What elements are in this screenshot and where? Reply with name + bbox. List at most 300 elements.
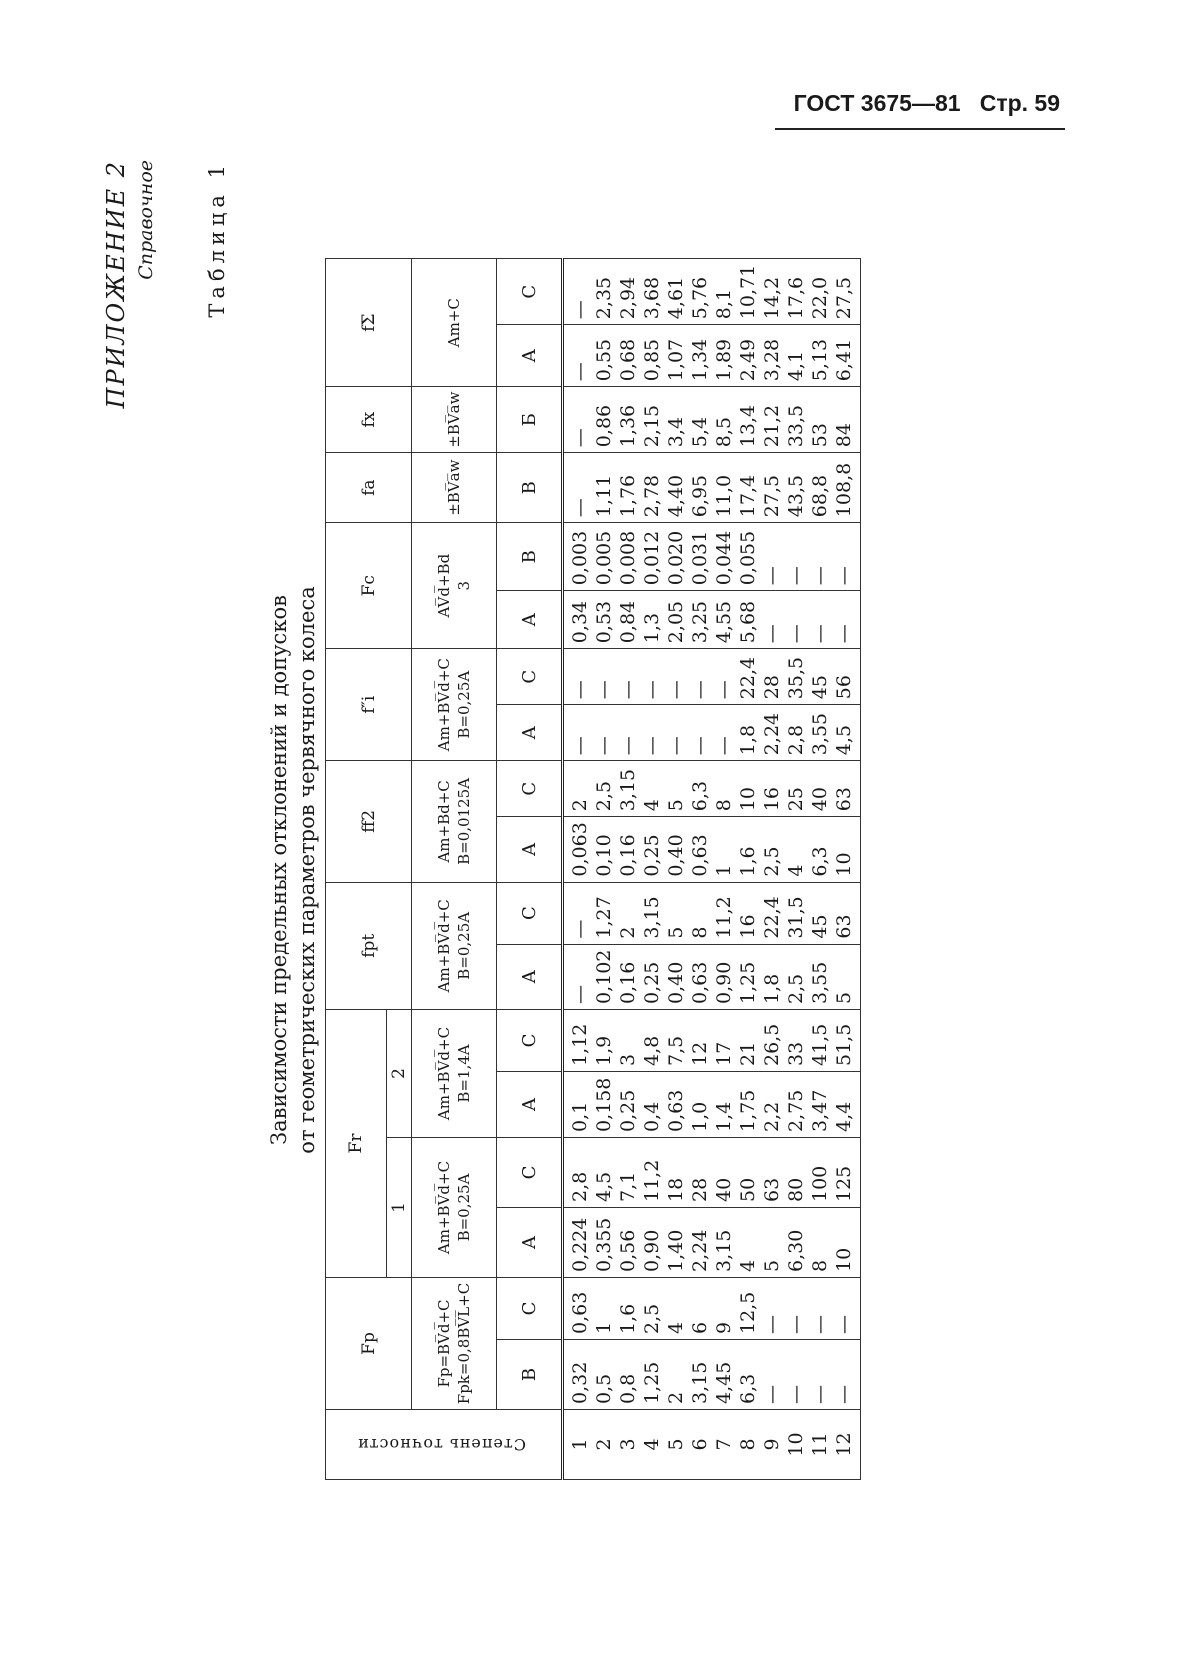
table-cell: 1,9 bbox=[593, 1035, 615, 1066]
table-cell: 12,5 bbox=[737, 1291, 759, 1334]
table-cell: — bbox=[833, 566, 855, 586]
table-cell: — bbox=[809, 1385, 831, 1404]
table-cell: — bbox=[785, 1385, 807, 1404]
table-cell: 0,86 bbox=[593, 404, 615, 448]
table-cell: — bbox=[593, 680, 615, 700]
table-cell: 0,84 bbox=[617, 600, 639, 644]
table-cell: — bbox=[761, 1315, 783, 1334]
table-cell: 16 bbox=[761, 787, 783, 812]
table-cell: 13,4 bbox=[737, 404, 759, 448]
table-cell: 63 bbox=[761, 1177, 783, 1202]
table-cell: 0,56 bbox=[617, 1229, 639, 1272]
table-cell: 0,5 bbox=[593, 1373, 615, 1404]
table-cell: 50 bbox=[737, 1177, 759, 1202]
formula-fp-line1: Fp=BV̅d̅+C bbox=[435, 1299, 453, 1388]
table-cell: 2,35 bbox=[593, 276, 615, 320]
coef-label: C bbox=[497, 1278, 563, 1340]
value-column bbox=[563, 387, 861, 453]
table-cell: 2,75 bbox=[785, 1089, 807, 1132]
formula-fsigma: Am+C bbox=[412, 259, 497, 387]
table-cell: 3,15 bbox=[617, 768, 639, 812]
coef-label: A bbox=[497, 1072, 563, 1138]
table-cell: — bbox=[593, 736, 615, 756]
table-cell: 1,25 bbox=[641, 1361, 663, 1404]
table-cell: 35,5 bbox=[785, 656, 807, 700]
table-cell: 6 bbox=[689, 1321, 711, 1334]
table-cell: 2,5 bbox=[761, 846, 783, 877]
table-cell: 63 bbox=[833, 787, 855, 812]
table-cell: 2,5 bbox=[785, 973, 807, 1004]
table-cell: 51,5 bbox=[833, 1023, 855, 1066]
table-cell: — bbox=[569, 300, 591, 320]
table-cell: 10 bbox=[737, 787, 759, 812]
table-cell: — bbox=[833, 624, 855, 644]
table-cell: — bbox=[761, 566, 783, 586]
param-fc: Fc bbox=[326, 523, 412, 649]
value-column bbox=[563, 817, 861, 882]
table-cell: 1,40 bbox=[665, 1229, 687, 1272]
table-cell: — bbox=[569, 428, 591, 448]
table-cell: 11,2 bbox=[641, 1159, 663, 1202]
table-cell: — bbox=[641, 680, 663, 700]
appendix-block bbox=[100, 160, 160, 560]
table-cell: 2,2 bbox=[761, 1101, 783, 1132]
table-number: Таблица 1 bbox=[205, 160, 229, 318]
table-cell: 9 bbox=[713, 1321, 735, 1334]
caption-line-2: от геометрических параметров червячного колеса bbox=[295, 586, 319, 1154]
data-row bbox=[563, 259, 861, 1480]
table-cell: 1,89 bbox=[713, 338, 735, 382]
table-cell: 8 bbox=[689, 926, 711, 939]
table-cell: 21,2 bbox=[761, 404, 783, 448]
param-fr: Fr bbox=[326, 1010, 387, 1278]
table-cell: 2,5 bbox=[593, 780, 615, 812]
table-cell: 6,95 bbox=[689, 474, 711, 518]
table-cell: 2,05 bbox=[665, 600, 687, 644]
table-cell: 10,71 bbox=[737, 264, 759, 320]
formula-fi bbox=[412, 649, 497, 761]
formula-fc-line2: 3 bbox=[455, 580, 473, 591]
table-cell: — bbox=[809, 566, 831, 586]
table-cell: 2,94 bbox=[617, 276, 639, 320]
table-cell: 6,30 bbox=[785, 1229, 807, 1272]
value-column bbox=[563, 761, 861, 817]
table-cell: 3,28 bbox=[761, 338, 783, 382]
grade-value: 12 bbox=[833, 1432, 855, 1457]
table-cell: 2,24 bbox=[761, 712, 783, 756]
value-column bbox=[563, 1208, 861, 1278]
table-cell: 0,16 bbox=[617, 834, 639, 877]
table-cell: 2,5 bbox=[641, 1303, 663, 1334]
coef-label: C bbox=[497, 882, 563, 944]
table-cell: 3,15 bbox=[689, 1361, 711, 1404]
coef-label: C bbox=[497, 259, 563, 325]
table-cell: 1,25 bbox=[737, 961, 759, 1004]
table-cell: 0,90 bbox=[641, 1229, 663, 1272]
page-header bbox=[790, 90, 1060, 130]
table-cell: 8 bbox=[809, 1259, 831, 1272]
table-cell: — bbox=[569, 919, 591, 939]
table-cell: 0,63 bbox=[665, 1089, 687, 1132]
table-cell: 3,55 bbox=[809, 961, 831, 1004]
table-cell: 125 bbox=[833, 1165, 855, 1202]
formula-fpt-line2: B=0,25A bbox=[455, 911, 473, 980]
table-cell: 56 bbox=[833, 675, 855, 700]
table-cell: 2,49 bbox=[737, 338, 759, 382]
table-cell: 0,55 bbox=[593, 338, 615, 382]
appendix-note: Справочное bbox=[135, 160, 157, 280]
coef-label: B bbox=[497, 523, 563, 591]
table-cell: 0,055 bbox=[737, 530, 759, 586]
rotated-page-body bbox=[100, 160, 1040, 1580]
coef-label: A bbox=[497, 944, 563, 1009]
table-cell: 63 bbox=[833, 914, 855, 939]
param-fa: fa bbox=[326, 453, 412, 523]
table-cell: 3,15 bbox=[713, 1229, 735, 1272]
table-cell: 1,8 bbox=[737, 724, 759, 756]
table-cell: 1 bbox=[713, 864, 735, 877]
table-cell: 8 bbox=[713, 799, 735, 812]
grade-header: Степень точности bbox=[356, 1435, 526, 1454]
table-cell: 5,4 bbox=[689, 416, 711, 448]
coef-label: C bbox=[497, 1138, 563, 1208]
table-cell: 3,55 bbox=[809, 712, 831, 756]
table-cell: — bbox=[569, 736, 591, 756]
formula-fi-line2: B=0,25A bbox=[455, 670, 473, 739]
table-cell: 8,5 bbox=[713, 416, 735, 448]
table-cell: 108,8 bbox=[833, 462, 855, 518]
value-column bbox=[563, 1072, 861, 1138]
table-caption bbox=[265, 160, 321, 1580]
formula-fa: ±BV̅a̅w bbox=[412, 453, 497, 523]
table-cell: — bbox=[809, 1315, 831, 1334]
table-cell: 1 bbox=[593, 1321, 615, 1334]
formula-fr1 bbox=[412, 1138, 497, 1278]
table-cell: 10 bbox=[833, 1247, 855, 1272]
table-cell: 0,1 bbox=[569, 1101, 591, 1132]
table-cell: — bbox=[833, 1315, 855, 1334]
tolerance-table bbox=[325, 258, 861, 1480]
value-column bbox=[563, 591, 861, 649]
table-cell: 4,5 bbox=[593, 1171, 615, 1202]
value-column bbox=[563, 944, 861, 1009]
table-cell: 1,07 bbox=[665, 338, 687, 382]
table-cell: 68,8 bbox=[809, 474, 831, 518]
table-cell: 4 bbox=[665, 1321, 687, 1334]
formula-fr2 bbox=[412, 1010, 497, 1138]
formula-ff2-line2: B=0,0125A bbox=[455, 777, 473, 865]
param-fpt: fpt bbox=[326, 882, 412, 1009]
grade-value: 6 bbox=[689, 1438, 711, 1451]
table-cell: 28 bbox=[761, 675, 783, 700]
formula-fr2-line1: Am+BV̅d̅+C bbox=[435, 1026, 453, 1121]
table-cell: 1,76 bbox=[617, 474, 639, 518]
table-cell: 0,63 bbox=[689, 834, 711, 877]
table-cell: 1,8 bbox=[761, 973, 783, 1004]
standard-number: ГОСТ 3675—81 bbox=[793, 90, 961, 116]
appendix-title: ПРИЛОЖЕНИЕ 2 bbox=[102, 160, 130, 409]
formula-fx: ±BV̅a̅w bbox=[412, 387, 497, 453]
table-cell: 1,34 bbox=[689, 338, 711, 382]
table-cell: 0,68 bbox=[617, 338, 639, 382]
table-cell: 5,68 bbox=[737, 600, 759, 644]
table-cell: 1,6 bbox=[737, 846, 759, 877]
table-cell: 1,75 bbox=[737, 1089, 759, 1132]
header-rule bbox=[775, 128, 1065, 130]
table-cell: — bbox=[641, 736, 663, 756]
table-cell: 10 bbox=[833, 852, 855, 877]
coef-label: A bbox=[497, 1208, 563, 1278]
table-cell: 0,85 bbox=[641, 338, 663, 382]
table-cell: 12 bbox=[689, 1041, 711, 1066]
table-cell: 0,012 bbox=[641, 530, 663, 586]
table-cell: 1,0 bbox=[689, 1101, 711, 1132]
fr-sub-1: 1 bbox=[387, 1138, 412, 1278]
table-cell: 0,224 bbox=[569, 1217, 591, 1272]
table-cell: 27,5 bbox=[761, 474, 783, 518]
table-cell: 84 bbox=[833, 423, 855, 448]
table-cell: 4,40 bbox=[665, 474, 687, 518]
table-cell: 17,6 bbox=[785, 276, 807, 320]
table-cell: 2 bbox=[569, 799, 591, 812]
table-cell: 8,1 bbox=[713, 288, 735, 320]
grade-value: 7 bbox=[713, 1438, 735, 1451]
value-column bbox=[563, 523, 861, 591]
table-cell: 11,0 bbox=[713, 474, 735, 518]
coef-label: C bbox=[497, 761, 563, 817]
table-cell: — bbox=[689, 736, 711, 756]
formula-fc bbox=[412, 523, 497, 649]
table-cell: 0,031 bbox=[689, 530, 711, 586]
coef-label: A bbox=[497, 817, 563, 882]
table-cell: 21 bbox=[737, 1041, 759, 1066]
table-cell: 4,55 bbox=[713, 600, 735, 644]
table-cell: 0,25 bbox=[641, 961, 663, 1004]
grade-value: 3 bbox=[617, 1438, 639, 1451]
table-cell: 5,76 bbox=[689, 276, 711, 320]
table-cell: 0,8 bbox=[617, 1373, 639, 1404]
coef-label: C bbox=[497, 1010, 563, 1072]
value-column bbox=[563, 1278, 861, 1340]
coefficient-row bbox=[497, 259, 563, 1480]
table-cell: 0,102 bbox=[593, 949, 615, 1004]
formula-fpt bbox=[412, 882, 497, 1009]
grade-value: 2 bbox=[593, 1438, 615, 1451]
table-cell: 2 bbox=[617, 926, 639, 939]
table-cell: 2 bbox=[665, 1391, 687, 1404]
table-cell: 17 bbox=[713, 1041, 735, 1066]
table-cell: 17,4 bbox=[737, 474, 759, 518]
table-cell: — bbox=[569, 362, 591, 382]
coef-label: A bbox=[497, 325, 563, 387]
table-cell: 0,16 bbox=[617, 961, 639, 1004]
table-cell: 1,6 bbox=[617, 1303, 639, 1334]
table-cell: 1,3 bbox=[641, 612, 663, 644]
value-column bbox=[563, 453, 861, 523]
table-cell: 1,4 bbox=[713, 1101, 735, 1132]
grade-value: 8 bbox=[737, 1438, 759, 1451]
grade-value: 4 bbox=[641, 1438, 663, 1451]
grade-value: 1 bbox=[569, 1438, 591, 1451]
grade-value: 5 bbox=[665, 1438, 687, 1451]
table-cell: 2,15 bbox=[641, 404, 663, 448]
table-cell: 4 bbox=[785, 864, 807, 877]
table-cell: — bbox=[785, 566, 807, 586]
param-fi: f″i bbox=[326, 649, 412, 761]
table-cell: 5 bbox=[665, 799, 687, 812]
table-cell: 1,36 bbox=[617, 404, 639, 448]
formula-ff2 bbox=[412, 761, 497, 882]
table-cell: — bbox=[665, 736, 687, 756]
formula-fr1-line2: B=0,25A bbox=[455, 1173, 473, 1242]
table-cell: 0,063 bbox=[569, 822, 591, 877]
table-cell: 22,4 bbox=[761, 896, 783, 939]
table-cell: 0,40 bbox=[665, 834, 687, 877]
table-cell: 2,8 bbox=[785, 724, 807, 756]
table-cell: 0,044 bbox=[713, 530, 735, 586]
formula-ff2-line1: Am+Bd+C bbox=[435, 780, 453, 863]
table-cell: 4,4 bbox=[833, 1101, 855, 1132]
table-cell: 16 bbox=[737, 914, 759, 939]
table-cell: 6,3 bbox=[737, 1373, 759, 1404]
table-cell: 1,11 bbox=[593, 474, 615, 518]
table-cell: 0,158 bbox=[593, 1077, 615, 1132]
table-cell: 4,61 bbox=[665, 276, 687, 320]
table-cell: 45 bbox=[809, 914, 831, 939]
grade-column bbox=[563, 1410, 861, 1480]
table-cell: 0,25 bbox=[617, 1089, 639, 1132]
coef-label: A bbox=[497, 705, 563, 761]
table-cell: 0,008 bbox=[617, 530, 639, 586]
table-cell: 7,1 bbox=[617, 1171, 639, 1202]
table-cell: 40 bbox=[809, 787, 831, 812]
formula-fpt-line1: Am+BV̅d̅+C bbox=[435, 899, 453, 993]
value-column bbox=[563, 882, 861, 944]
table-cell: 28 bbox=[689, 1177, 711, 1202]
table-cell: 3,25 bbox=[689, 600, 711, 644]
coef-label: Б bbox=[497, 387, 563, 453]
table-cell: 0,355 bbox=[593, 1217, 615, 1272]
table-cell: 18 bbox=[665, 1177, 687, 1202]
table-cell: 45 bbox=[809, 675, 831, 700]
formula-fp-line2: Fpk=0,8BV̅L̅+C bbox=[455, 1282, 473, 1405]
table-cell: 3,4 bbox=[665, 416, 687, 448]
table-cell: — bbox=[833, 1385, 855, 1404]
param-fx: fx bbox=[326, 387, 412, 453]
value-column bbox=[563, 1010, 861, 1072]
grade-value: 9 bbox=[761, 1438, 783, 1451]
table-cell: — bbox=[665, 680, 687, 700]
table-cell: 0,40 bbox=[665, 961, 687, 1004]
table-cell: 7,5 bbox=[665, 1035, 687, 1066]
table-cell: — bbox=[617, 736, 639, 756]
formula-fp bbox=[412, 1278, 497, 1410]
value-column bbox=[563, 705, 861, 761]
table-cell: 2,24 bbox=[689, 1229, 711, 1272]
table-cell: — bbox=[713, 680, 735, 700]
table-cell: 22,0 bbox=[809, 276, 831, 320]
table-cell: 0,63 bbox=[689, 961, 711, 1004]
table-cell: 11,2 bbox=[713, 896, 735, 939]
table-cell: 3,47 bbox=[809, 1089, 831, 1132]
table-cell: 1,12 bbox=[569, 1023, 591, 1066]
table-cell: 27,5 bbox=[833, 276, 855, 320]
table-cell: 1,27 bbox=[593, 896, 615, 939]
table-cell: — bbox=[689, 680, 711, 700]
table-cell: — bbox=[761, 624, 783, 644]
table-cell: 14,2 bbox=[761, 276, 783, 320]
value-column bbox=[563, 325, 861, 387]
table-cell: 22,4 bbox=[737, 656, 759, 700]
table-cell: 5 bbox=[665, 926, 687, 939]
table-cell: 80 bbox=[785, 1177, 807, 1202]
table-cell: — bbox=[617, 680, 639, 700]
coef-label: A bbox=[497, 591, 563, 649]
table-cell: — bbox=[809, 624, 831, 644]
value-column bbox=[563, 1138, 861, 1208]
table-cell: 0,90 bbox=[713, 961, 735, 1004]
table-cell: 5,13 bbox=[809, 338, 831, 382]
formula-fi-line1: Am+BV̅d̅+C bbox=[435, 658, 453, 752]
grade-header-cell bbox=[326, 1410, 563, 1480]
formula-fc-line1: AV̅d̅+Bd bbox=[435, 553, 453, 618]
table-cell: 0,005 bbox=[593, 530, 615, 586]
table-cell: 31,5 bbox=[785, 896, 807, 939]
table-cell: 4,45 bbox=[713, 1361, 735, 1404]
page-header-text bbox=[794, 90, 1060, 117]
table-cell: 0,34 bbox=[569, 600, 591, 644]
param-ff2: ff2 bbox=[326, 761, 412, 882]
table-cell: 3,68 bbox=[641, 276, 663, 320]
table-cell: 100 bbox=[809, 1165, 831, 1202]
page-number: Стр. 59 bbox=[979, 90, 1060, 116]
table-cell: 3,15 bbox=[641, 896, 663, 939]
table-cell: 33 bbox=[785, 1041, 807, 1066]
param-fsigma: fΣ bbox=[326, 259, 412, 387]
table-cell: 4 bbox=[641, 799, 663, 812]
table-cell: — bbox=[785, 1315, 807, 1334]
table-cell: — bbox=[761, 1385, 783, 1404]
grade-value: 11 bbox=[809, 1432, 831, 1457]
table-cell: — bbox=[713, 736, 735, 756]
table-cell: 0,25 bbox=[641, 834, 663, 877]
table-cell: 0,003 bbox=[569, 530, 591, 586]
value-column bbox=[563, 259, 861, 325]
table-cell: 40 bbox=[713, 1177, 735, 1202]
table-cell: 6,3 bbox=[689, 780, 711, 812]
table-cell: 6,3 bbox=[809, 846, 831, 877]
coef-label: B bbox=[497, 1340, 563, 1410]
table-cell: 5 bbox=[761, 1259, 783, 1272]
fr-sub-2: 2 bbox=[387, 1010, 412, 1138]
table-cell: 0,4 bbox=[641, 1101, 663, 1132]
table-cell: 0,32 bbox=[569, 1361, 591, 1404]
table-cell: 6,41 bbox=[833, 338, 855, 382]
table-cell: 43,5 bbox=[785, 474, 807, 518]
table-cell: — bbox=[569, 680, 591, 700]
table-cell: 4,5 bbox=[833, 724, 855, 756]
table-cell: 25 bbox=[785, 787, 807, 812]
table-cell: 5 bbox=[833, 991, 855, 1004]
grade-value: 10 bbox=[785, 1432, 807, 1457]
coef-label: C bbox=[497, 649, 563, 705]
table-cell: 4 bbox=[737, 1259, 759, 1272]
table-cell: — bbox=[785, 624, 807, 644]
table-cell: 4,8 bbox=[641, 1035, 663, 1066]
table-cell: 33,5 bbox=[785, 404, 807, 448]
table-cell: 2,8 bbox=[569, 1171, 591, 1202]
table-cell: — bbox=[569, 985, 591, 1004]
